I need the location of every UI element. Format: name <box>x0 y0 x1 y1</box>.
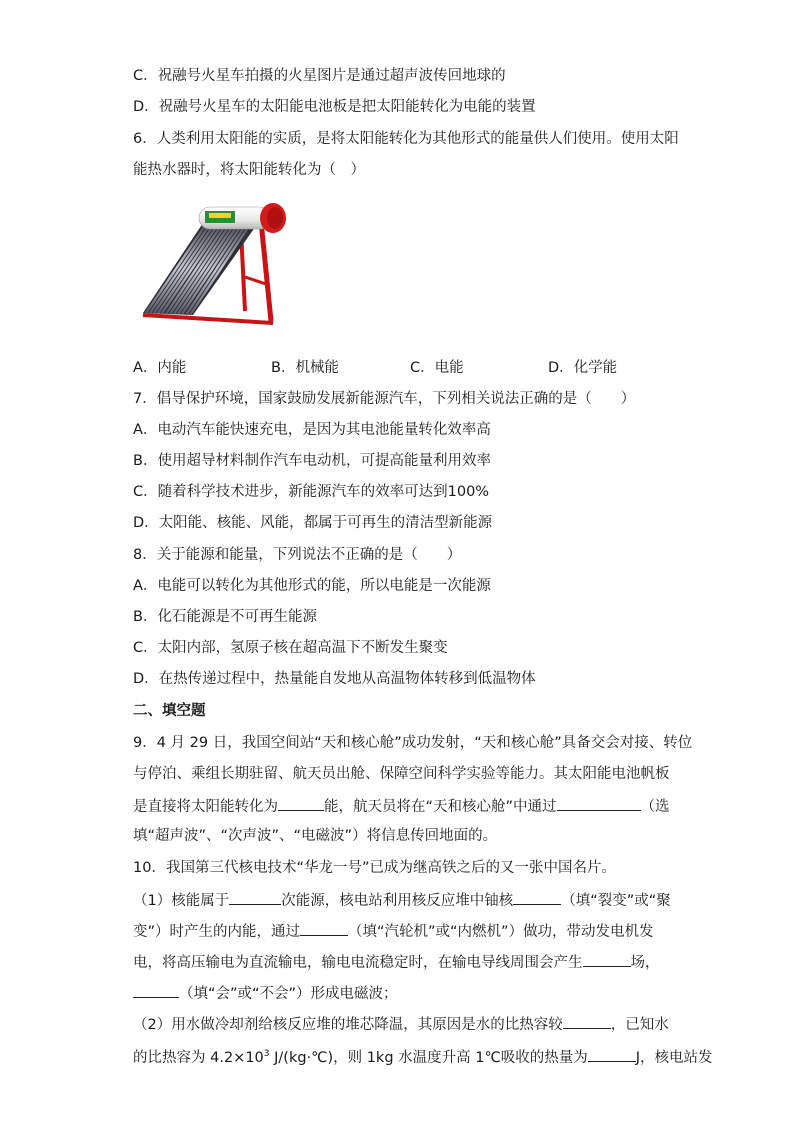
q10-blank-7[interactable] <box>588 1046 636 1062</box>
solar-water-heater-image <box>133 193 293 333</box>
q8-option-d: D．在热传递过程中，热量能自发地从高温物体转移到低温物体 <box>133 671 536 687</box>
q10-p4-text: （填“会”或“不会”）形成电磁波； <box>179 986 398 1002</box>
q10-part1-line3 <box>133 951 660 973</box>
q5-option-c: C．祝融号火星车拍摄的火星图片是通过超声波传回地球的 <box>133 68 506 84</box>
q9-line4: 填“超声波”、“次声波”、“电磁波”）将信息传回地面的。 <box>133 828 498 844</box>
q10-part1-line2 <box>133 920 654 942</box>
q10-p6-text-a: 的比热容为 4.2×10 <box>133 1049 264 1066</box>
q10-p5-text-a: （2）用水做冷却剂给核反应堆的堆芯降温，其原因是水的比热容较 <box>133 1017 563 1033</box>
q7-option-c: C．随着科学技术进步，新能源汽车的效率可达到100% <box>133 484 490 500</box>
q10-part1-line1 <box>133 889 671 911</box>
q10-blank-4[interactable] <box>583 951 631 967</box>
q10-part1-line4 <box>133 982 398 1004</box>
q10-p3-text-a: 电，将高压输电为直流输电，输电电流稳定时，在输电导线周围会产生 <box>133 955 583 971</box>
q9-blank-2[interactable] <box>557 795 641 811</box>
q10-p1-text-c: （填“裂变”或“聚 <box>561 893 671 909</box>
q6-option-c: C．电能 <box>410 360 464 376</box>
q8-stem: 8．关于能源和能量，下列说法不正确的是（ ） <box>133 547 462 563</box>
section-title: 二、填空题 <box>133 703 206 719</box>
q10-blank-1[interactable] <box>229 889 281 905</box>
q10-p6-text-c: J，核电站发 <box>635 1049 713 1066</box>
q10-p3-text-b: 场， <box>630 955 660 971</box>
q9-line3-text-a: 是直接将太阳能转化为 <box>133 799 278 815</box>
q9-line3 <box>133 795 670 817</box>
q10-p6-exponent: 3 <box>263 1049 270 1059</box>
q10-p1-text-b: 次能源，核电站利用核反应堆中铀核 <box>281 893 514 909</box>
q8-option-c: C．太阳内部，氢原子核在超高温下不断发生聚变 <box>133 640 448 656</box>
q9-line3-text-c: （选 <box>640 799 670 815</box>
q5-option-d: D．祝融号火星车的太阳能电池板是把太阳能转化为电能的装置 <box>133 99 536 115</box>
q6-option-b: B．机械能 <box>271 360 339 376</box>
q6-stem-line2: 能热水器时，将太阳能转化为（ ） <box>133 162 365 178</box>
q7-option-d: D．太阳能、核能、风能，都属于可再生的清洁型新能源 <box>133 515 493 531</box>
q8-option-a: A．电能可以转化为其他形式的能，所以电能是一次能源 <box>133 578 491 594</box>
q9-line3-text-b: 能，航天员将在“天和核心舱”中通过 <box>324 799 557 815</box>
q10-blank-3[interactable] <box>300 920 348 936</box>
q7-stem: 7．倡导保护环境，国家鼓励发展新能源汽车，下列相关说法正确的是（ ） <box>133 391 636 407</box>
q10-stem: 10．我国第三代核电技术“华龙一号”已成为继高铁之后的又一张中国名片。 <box>133 860 616 876</box>
q10-p5-text-b: ，已知水 <box>610 1017 669 1033</box>
q9-blank-1[interactable] <box>278 795 324 811</box>
q6-option-a: A．内能 <box>133 360 187 376</box>
q9-line2: 与停泊、乘组长期驻留、航天员出舱、保障空间科学实验等能力。其太阳能电池帆板 <box>133 766 670 782</box>
q7-option-b: B．使用超导材料制作汽车电动机，可提高能量利用效率 <box>133 453 491 469</box>
q10-p1-text-a: （1）核能属于 <box>133 893 230 909</box>
q10-p6-text-b: J/(kg·℃)，则 1kg 水温度升高 1℃吸收的热量为 <box>269 1049 588 1066</box>
q6-stem-line1: 6．人类利用太阳能的实质，是将太阳能转化为其他形式的能量供人们使用。使用太阳 <box>133 131 679 147</box>
q7-option-a: A．电动汽车能快速充电，是因为其电池能量转化效率高 <box>133 422 491 438</box>
q8-option-b: B．化石能源是不可再生能源 <box>133 609 317 625</box>
q10-part2-line2 <box>133 1044 713 1068</box>
q10-blank-5[interactable] <box>133 982 179 998</box>
q10-part2-line1 <box>133 1013 669 1035</box>
q10-p2-text-a: 变”）时产生的内能，通过 <box>133 924 301 940</box>
q9-line1: 9．4 月 29 日，我国空间站“天和核心舱”成功发射，“天和核心舱”具备交会对接、转位 <box>133 735 693 751</box>
q10-blank-6[interactable] <box>563 1013 611 1029</box>
q10-blank-2[interactable] <box>513 889 561 905</box>
q10-p2-text-b: （填“汽轮机”或“内燃机”）做功，带动发电机发 <box>348 924 654 940</box>
q6-option-d: D．化学能 <box>548 360 618 376</box>
